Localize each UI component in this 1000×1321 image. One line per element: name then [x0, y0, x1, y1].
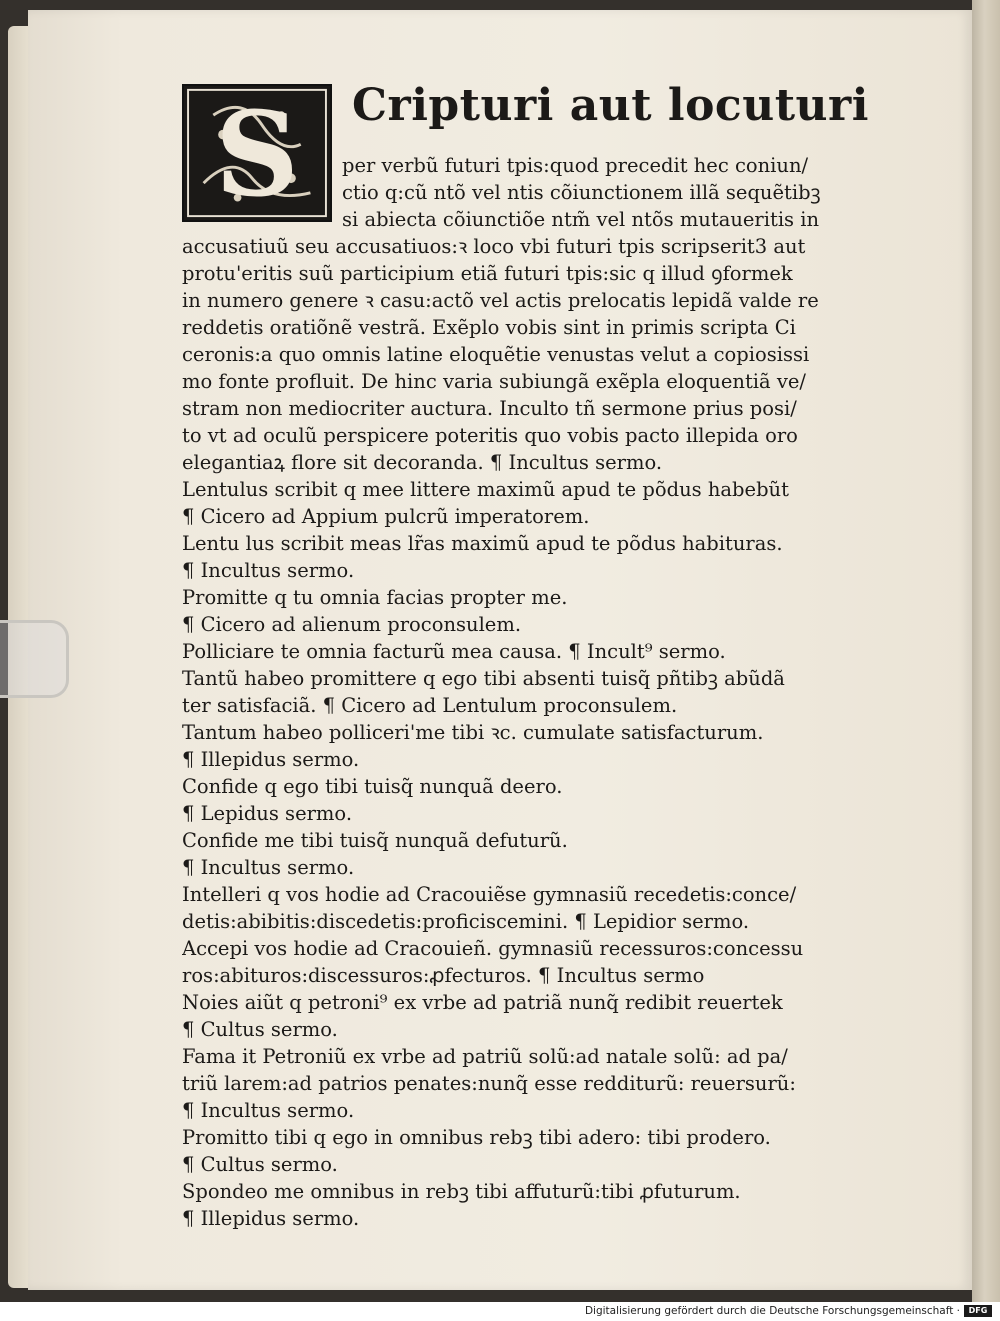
text-line: mo fonte profluit. De hinc varia subiungã exẽpla eloquentiã ve/	[182, 370, 806, 393]
text-line: ¶ Illepidus sermo.	[182, 1207, 360, 1230]
text-line: Confide q ego tibi tuisq̃ nunquã deero.	[182, 775, 563, 798]
text-line: Spondeo me omnibus in rebꝫ tibi affuturũ:tibi ꝓfuturum.	[182, 1180, 741, 1203]
text-line: Fama it Petroniũ ex vrbe ad patriũ solũ:ad natale solũ: ad pa/	[182, 1045, 788, 1068]
text-line: ¶ Lepidus sermo.	[182, 802, 353, 825]
book-spine-edge	[972, 0, 1000, 1302]
text-line: accusatiuũ seu accusatiuos:ꝛ loco vbi futuri tpis scripserit3 aut	[182, 235, 806, 258]
text-line: ¶ Incultus sermo.	[182, 559, 355, 582]
text-line: ¶ Incultus sermo.	[182, 1099, 355, 1122]
text-line: ¶ Cultus sermo.	[182, 1153, 338, 1176]
text-line: triũ larem:ad patrios penates:nunq̃ esse redditurũ: reuersurũ:	[182, 1072, 796, 1095]
text-line: ¶ Cicero ad Appium pulcrũ imperatorem.	[182, 505, 590, 528]
text-line: to vt ad oculũ perspicere poteritis quo vobis pacto illepida oro	[182, 424, 798, 447]
page-title: Cripturi aut locuturi	[352, 80, 869, 131]
text-line: reddetis oratiõnẽ vestrã. Exẽplo vobis sint in primis scripta Ci	[182, 316, 796, 339]
text-line: Accepi vos hodie ad Cracouieñ. gymnasiũ recessuros:concessu	[182, 937, 804, 960]
text-line: Polliciare te omnia facturũ mea causa. ¶ Incult⁹ sermo.	[182, 640, 726, 663]
text-line: elegantiaꝝ flore sit decoranda. ¶ Incultus sermo.	[182, 451, 663, 474]
text-line: per verbũ futuri tpis:quod precedit hec coniun/	[342, 154, 809, 177]
text-line: Promitte q tu omnia facias propter me.	[182, 586, 568, 609]
text-line: ctio q:cũ ntõ vel ntis cõiunctionem illã sequẽtibꝫ	[342, 181, 821, 204]
text-line: ceronis:a quo omnis latine eloquẽtie venustas velut a copiosissi	[182, 343, 810, 366]
text-line: Tantũ habeo promittere q ego tibi absenti tuisq̃ pñtibꝫ abũdã	[182, 667, 785, 690]
text-lines	[182, 152, 852, 1232]
text-line: Lentulus scribit q mee littere maximũ apud te põdus habebũt	[182, 478, 789, 501]
text-line: Noies aiũt q petroni⁹ ex vrbe ad patriã nunq̃ redibit reuertek	[182, 991, 783, 1014]
footer-bar	[0, 1302, 1000, 1321]
text-line: ¶ Illepidus sermo.	[182, 748, 360, 771]
text-line: Intelleri q vos hodie ad Cracouiẽse gymnasiũ recedetis:conce/	[182, 883, 797, 906]
page-clip-icon	[0, 620, 69, 698]
text-line: protu'eritis suũ participium etiã futuri tpis:sic q illud ꝯformek	[182, 262, 793, 285]
text-line: Lentu lus scribit meas lr̃as maximũ apud te põdus habituras.	[182, 532, 783, 555]
text-line: Tantum habeo polliceri'me tibi ꝛc. cumulate satisfacturum.	[182, 721, 764, 744]
text-line: ¶ Incultus sermo.	[182, 856, 355, 879]
footer-credit: Digitalisierung gefördert durch die Deutsche Forschungsgemeinschaft ·	[584, 1305, 960, 1317]
text-line: ter satisfaciã. ¶ Cicero ad Lentulum proconsulem.	[182, 694, 678, 717]
text-line: ¶ Cicero ad alienum proconsulem.	[182, 613, 522, 636]
text-line: ¶ Cultus sermo.	[182, 1018, 338, 1041]
text-line: stram non mediocriter auctura. Inculto tñ sermone prius posi/	[182, 397, 797, 420]
text-line: detis:abibitis:discedetis:proficiscemini. ¶ Lepidior sermo.	[182, 910, 750, 933]
text-line: ros:abituros:discessuros:ꝓfecturos. ¶ Incultus sermo	[182, 964, 705, 987]
dfg-logo: DFG	[964, 1305, 992, 1317]
text-line: Confide me tibi tuisq̃ nunquã defuturũ.	[182, 829, 568, 852]
initial-letter: S	[214, 86, 300, 220]
text-line: si abiecta cõiunctiõe ntm̃ vel ntõs mutaueritis in	[342, 208, 820, 231]
text-line: Promitto tibi q ego in omnibus rebꝫ tibi adero: tibi prodero.	[182, 1126, 771, 1149]
text-line: in numero genere ꝛ casu:actõ vel actis prelocatis lepidã valde re	[182, 289, 819, 312]
page-text	[182, 80, 869, 1232]
